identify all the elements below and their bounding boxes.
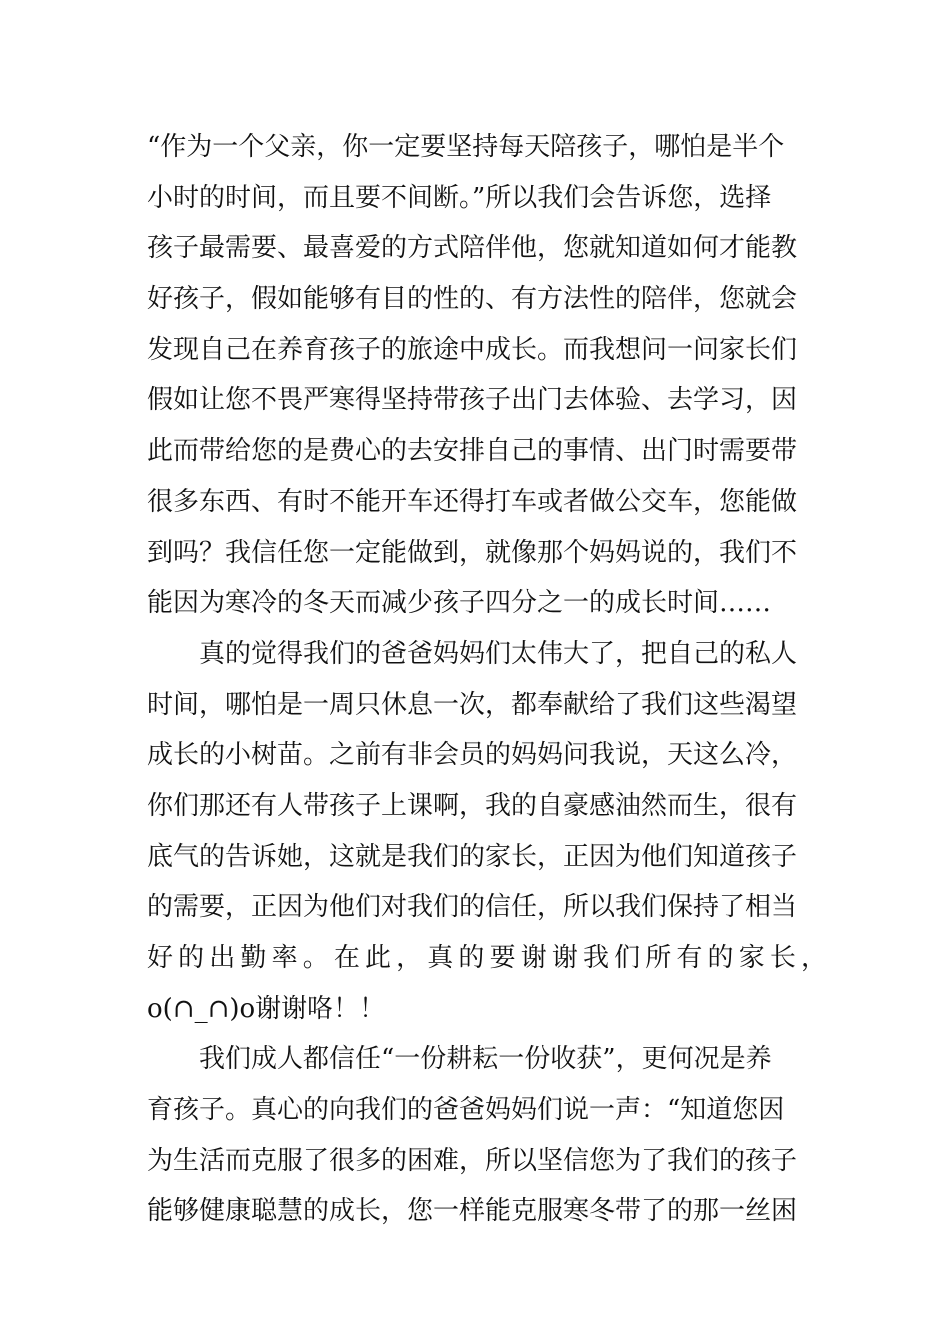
text-line: 假如让您不畏严寒得坚持带孩子出门去体验、去学习，因 bbox=[147, 385, 798, 416]
text-line: 时间，哪怕是一周只休息一次，都奉献给了我们这些渴望 bbox=[147, 689, 798, 720]
justified-text-line: 好的出勤率。在此，真的要谢谢我们所有的家长， bbox=[147, 943, 827, 973]
text-line: 此而带给您的是费心的去安排自己的事情、出门时需要带 bbox=[147, 436, 798, 467]
paragraph-start-line: 真的觉得我们的爸爸妈妈们太伟大了，把自己的私人 bbox=[199, 638, 798, 669]
text-line: 很多东西、有时不能开车还得打车或者做公交车，您能做 bbox=[147, 486, 798, 517]
text-line: 好孩子，假如能够有目的性的、有方法性的陪伴，您就会 bbox=[147, 284, 798, 315]
text-line: “作为一个父亲，你一定要坚持每天陪孩子，哪怕是半个 bbox=[147, 132, 785, 162]
text-line: 为生活而克服了很多的困难，所以坚信您为了我们的孩子 bbox=[147, 1145, 798, 1176]
text-line: 你们那还有人带孩子上课啊，我的自豪感油然而生，很有 bbox=[147, 790, 798, 821]
paragraph-start-line: 我们成人都信任“一份耕耘一份收获”，更何况是养 bbox=[199, 1044, 772, 1075]
text-line: 成长的小树苗。之前有非会员的妈妈问我说，天这么冷， bbox=[147, 740, 798, 771]
text-line: 的需要，正因为他们对我们的信任，所以我们保持了相当 bbox=[147, 892, 798, 923]
text-line: 能因为寒冷的冬天而减少孩子四分之一的成长时间…… bbox=[147, 588, 772, 619]
text-line: 到吗？我信任您一定能做到，就像那个妈妈说的，我们不 bbox=[147, 537, 798, 568]
text-line: 底气的告诉她，这就是我们的家长，正因为他们知道孩子 bbox=[147, 841, 798, 872]
text-line: 小时的时间，而且要不间断。”所以我们会告诉您，选择 bbox=[147, 182, 772, 213]
text-line: 发现自己在养育孩子的旅途中成长。而我想问一问家长们 bbox=[147, 334, 798, 365]
text-line: 孩子最需要、最喜爱的方式陪伴他，您就知道如何才能教 bbox=[147, 233, 798, 264]
text-line: 育孩子。真心的向我们的爸爸妈妈们说一声：“知道您因 bbox=[147, 1095, 785, 1126]
text-line: o(∩_∩)o谢谢咯！！ bbox=[147, 993, 386, 1024]
text-line: 能够健康聪慧的成长，您一样能克服寒冬带了的那一丝困 bbox=[147, 1196, 798, 1227]
body-text bbox=[147, 122, 827, 1237]
